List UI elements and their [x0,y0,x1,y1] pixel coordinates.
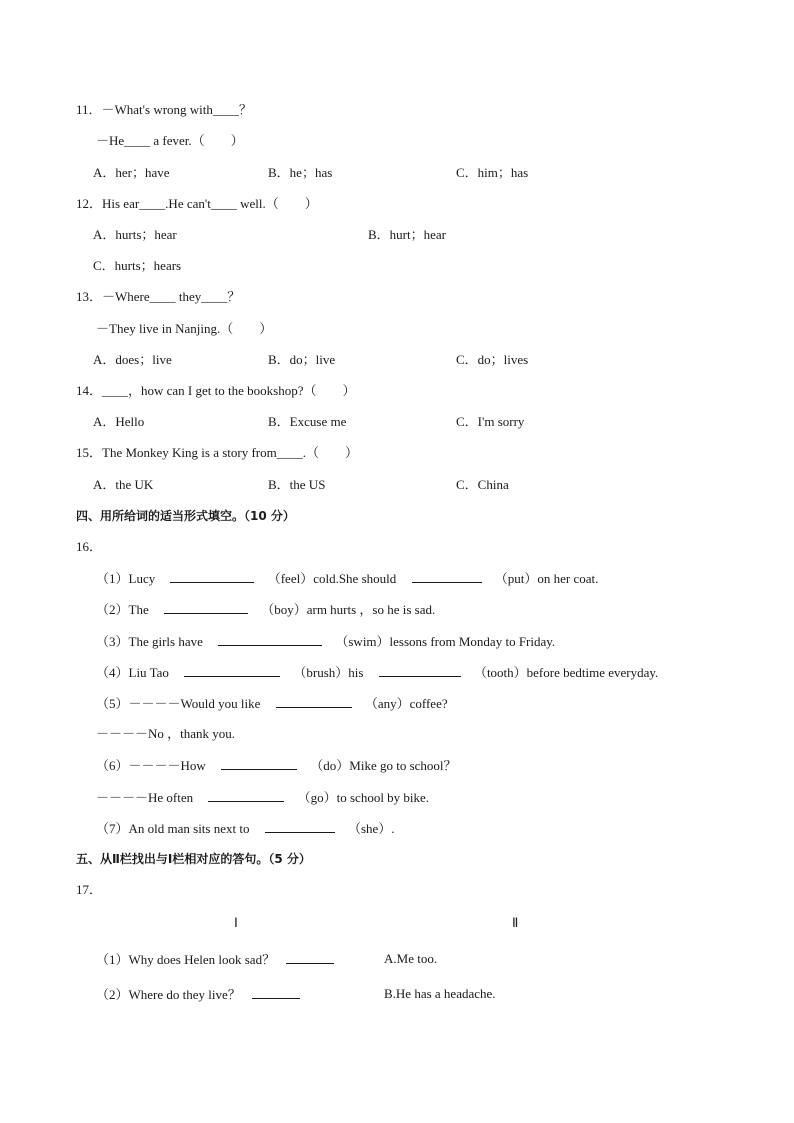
q12-stem: 12．His ear____.He can't____ well.（ ） [76,196,318,211]
q16-item-6-text-a: （6）－－－－How [96,758,206,773]
answer-blank[interactable] [276,695,352,708]
q16-item-4-text-a: （4）Liu Tao [96,665,169,680]
section4-heading: 四、用所给词的适当形式填空。（10 分） [76,509,295,523]
q13-option-c[interactable]: C．do；lives [456,352,529,367]
q16-item-1-text-b: （feel）cold.She should [267,571,397,586]
q16-item-2-text-a: （2）The [96,602,149,617]
q13-stem: 13．－Where____ they____？ [76,289,241,304]
q16-item-6-reply-text-b: （go）to school by bike. [297,790,430,805]
q17-row-2-question-text: （2）Where do they live？ [96,987,241,1002]
q13-option-a[interactable]: A．does；live [93,352,172,367]
q14-stem: 14．____，how can I get to the bookshop?（ ） [76,383,356,398]
q16-item-2-text-b: （boy）arm hurts ，so he is sad. [261,602,436,617]
answer-blank[interactable] [208,789,284,802]
q12-option-a[interactable]: A．hurts；hear [93,227,177,242]
q16-item-5-text-b: （any）coffee? [364,696,448,711]
q17-row-2-answer: B.He has a headache. [384,986,496,1001]
q16-item-6-text-b: （do）Mike go to school？ [310,758,457,773]
q12-option-c[interactable]: C．hurts；hears [93,258,182,273]
q16-item-1-text-a: （1）Lucy [96,571,156,586]
answer-blank[interactable] [286,951,334,964]
q16-item-1-text-c: （put）on her coat. [494,571,599,586]
q16-item-7 [96,820,395,837]
q14-option-c[interactable]: C．I'm sorry [456,414,525,429]
q16-item-4-text-b: （brush）his [293,665,364,680]
q16-item-5 [96,695,448,712]
q11-option-b[interactable]: B．he；has [268,165,333,180]
answer-blank[interactable] [164,601,248,614]
q16-item-7-text-b: （she）. [347,821,395,836]
q16-item-3-text-b: （swim）lessons from Monday to Friday. [335,634,556,649]
q11-option-c[interactable]: C．him；has [456,165,529,180]
q16-item-3 [96,633,555,650]
q16-item-5-text-a: （5）－－－－Would you like [96,696,261,711]
answer-blank[interactable] [252,986,300,999]
q13-reply: －They live in Nanjing.（ ） [96,321,273,336]
answer-blank[interactable] [184,664,280,677]
q11-stem: 11．－What's wrong with____？ [76,102,252,117]
q16-item-6-reply [96,789,429,806]
q15-stem: 15．The Monkey King is a story from____.（ ） [76,445,359,460]
q15-option-b[interactable]: B．the US [268,477,326,492]
q15-option-a[interactable]: A．the UK [93,477,154,492]
answer-blank[interactable] [379,664,461,677]
q16-item-2 [96,601,435,618]
q16-item-4 [96,664,658,681]
q17-column-1-heading: Ⅰ [234,915,238,930]
q16-number: 16． [76,539,103,554]
q16-item-5-reply-text: －－－－No ，thank you. [96,726,236,741]
q16-item-6-reply-text-a: －－－－He often [96,790,194,805]
q17-row-2-question [96,986,300,1003]
q16-item-7-text-a: （7）An old man sits next to [96,821,250,836]
answer-blank[interactable] [265,820,335,833]
answer-blank[interactable] [412,570,482,583]
q14-option-b[interactable]: B．Excuse me [268,414,347,429]
answer-blank[interactable] [221,757,297,770]
q17-column-2-heading: Ⅱ [512,915,519,930]
q17-row-1-answer: A.Me too. [384,951,438,966]
q17-row-1-question [96,951,334,968]
q17-number: 17． [76,882,103,897]
q15-option-c[interactable]: C．China [456,477,509,492]
q12-option-b[interactable]: B．hurt；hear [368,227,446,242]
answer-blank[interactable] [170,570,254,583]
q16-item-1 [96,570,598,587]
section5-heading: 五、从Ⅱ栏找出与Ⅰ栏相对应的答句。（5 分） [76,852,311,866]
q16-item-3-text-a: （3）The girls have [96,634,203,649]
q17-row-1-question-text: （1）Why does Helen look sad？ [96,952,276,967]
q14-option-a[interactable]: A．Hello [93,414,145,429]
q11-option-a[interactable]: A．her；have [93,165,170,180]
q13-option-b[interactable]: B．do；live [268,352,336,367]
q16-item-5-reply [96,726,235,742]
q11-reply: －He____ a fever.（ ） [96,133,244,148]
answer-blank[interactable] [218,633,322,646]
q16-item-6 [96,757,457,774]
q16-item-4-text-c: （tooth）before bedtime everyday. [473,665,659,680]
